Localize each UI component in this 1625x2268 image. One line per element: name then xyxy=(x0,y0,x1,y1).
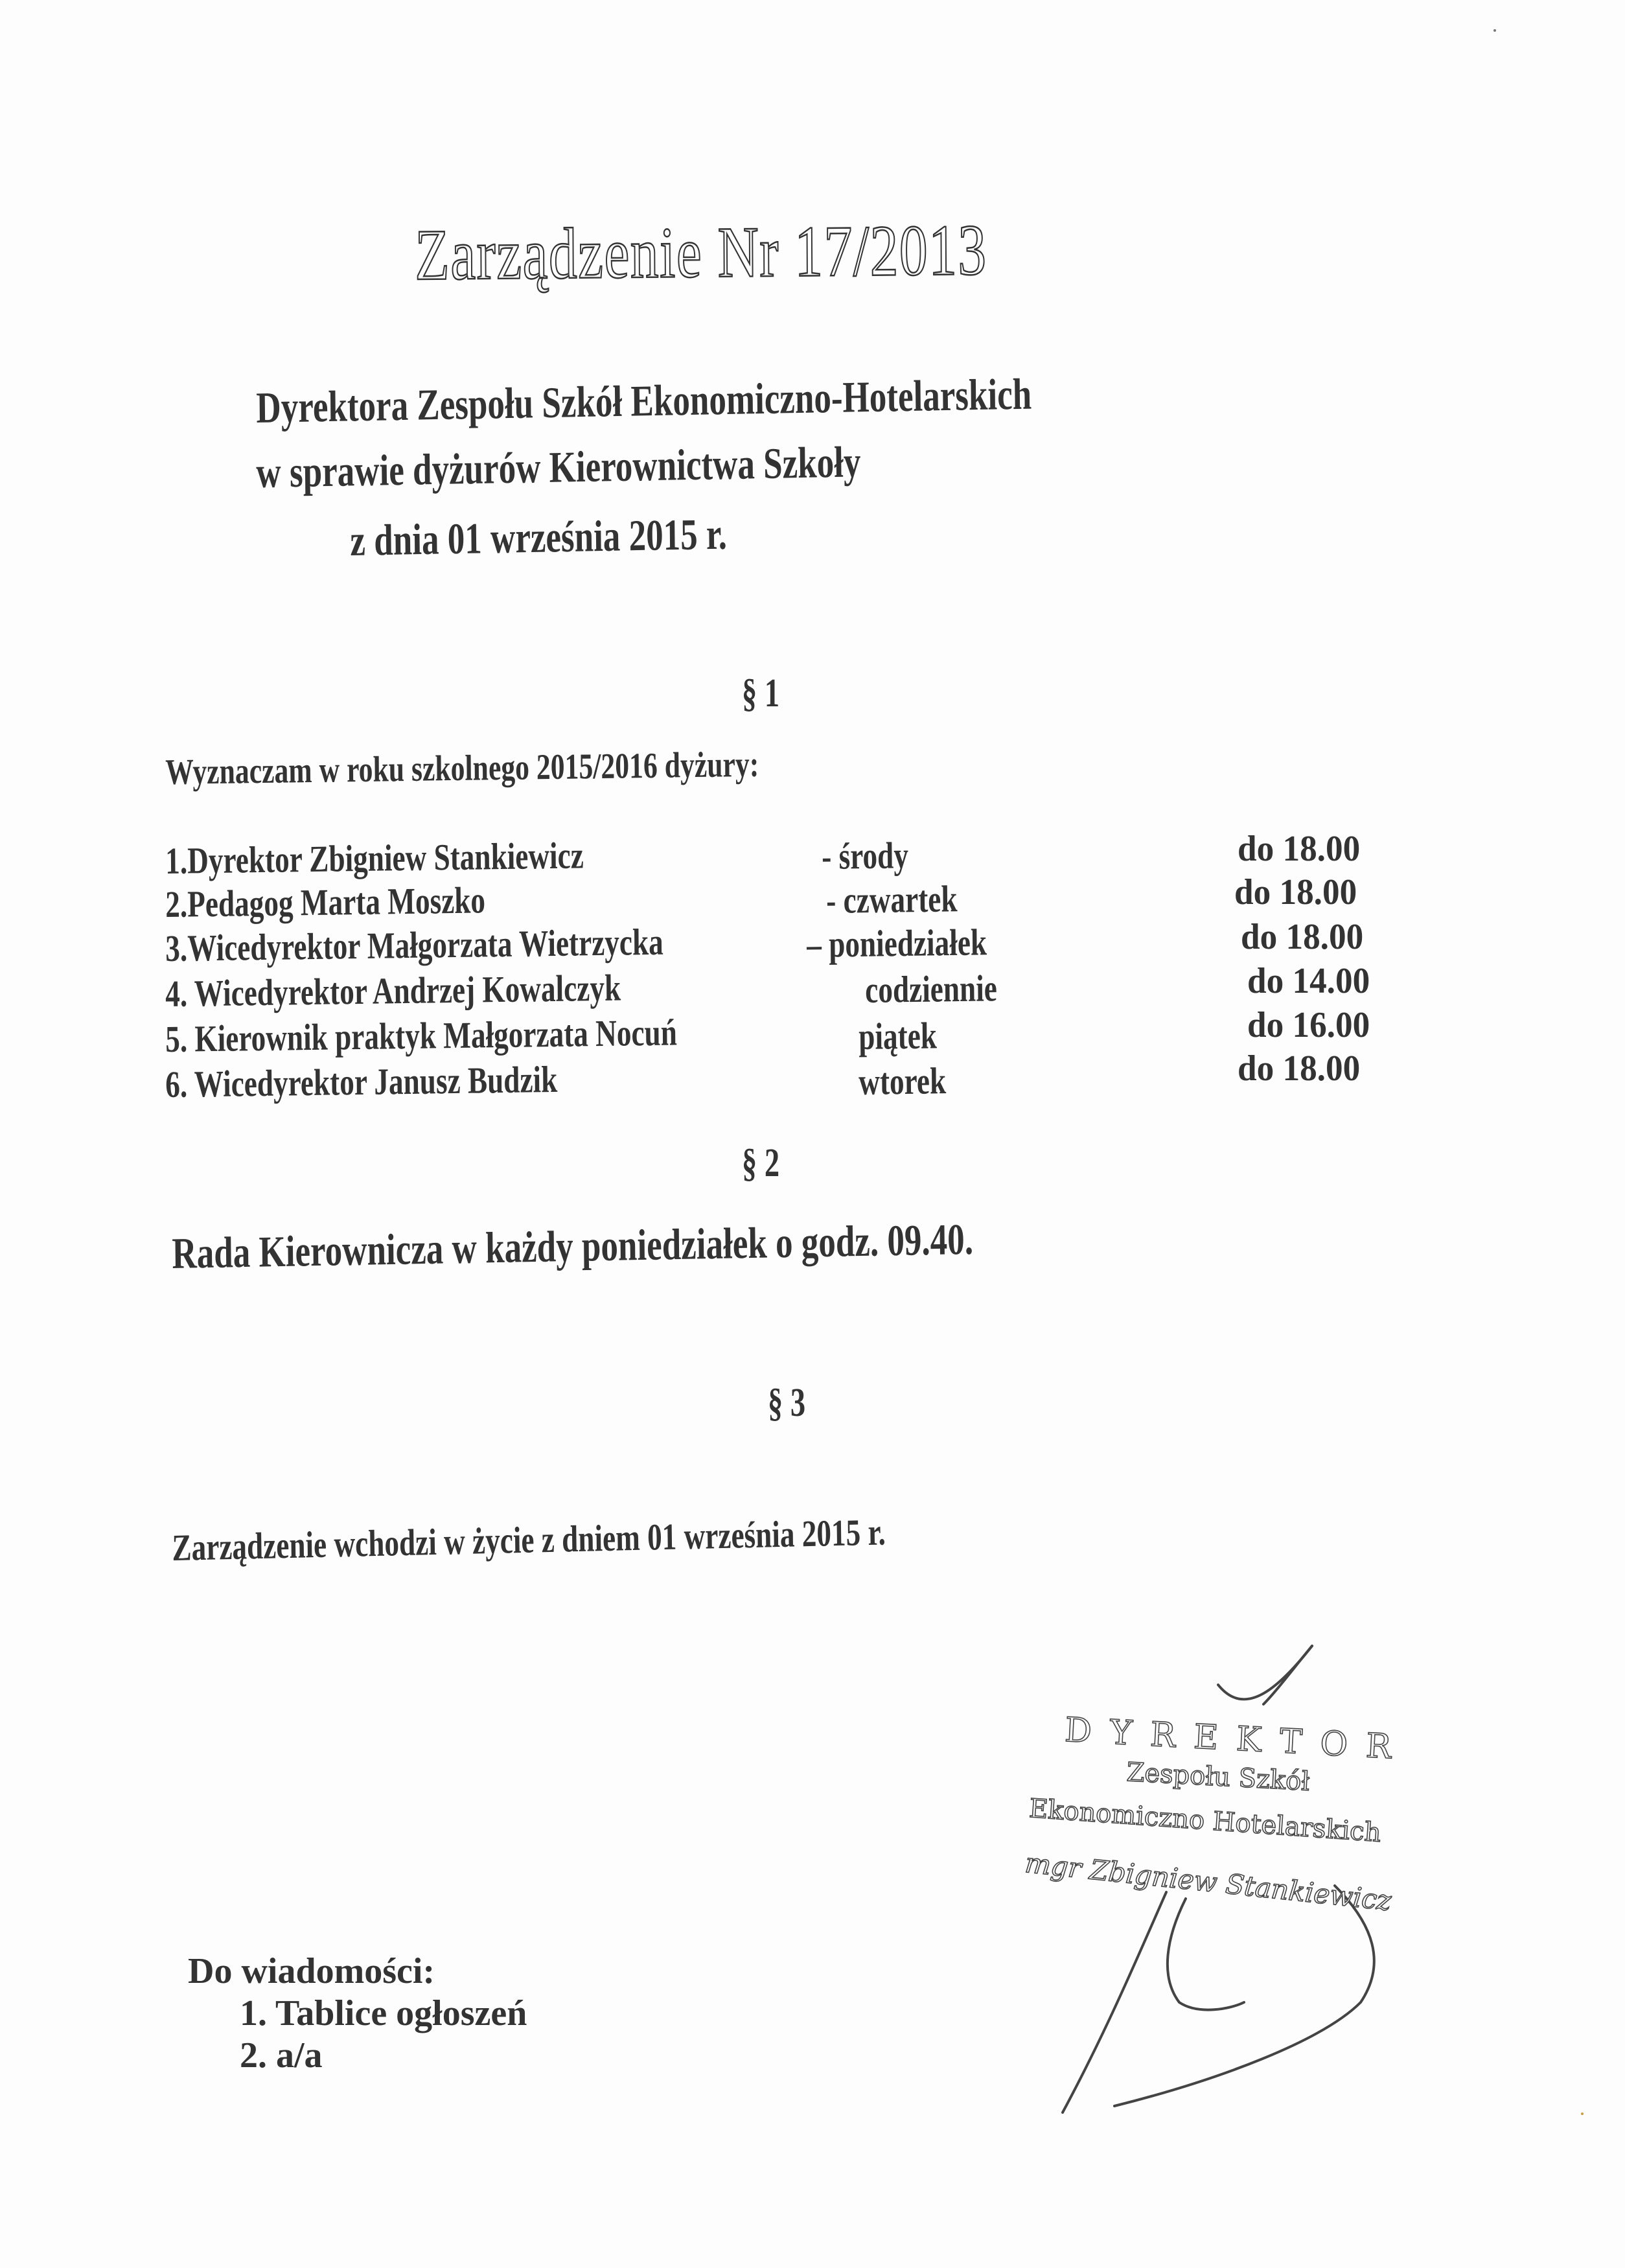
signature-stroke xyxy=(1063,1892,1166,2112)
duty-day: codziennie xyxy=(865,967,998,1011)
section-3-text: Zarządzenie wchodzi w życie z dniem 01 września 2015 r. xyxy=(172,1510,886,1569)
stamp-school-line-1: Zespołu Szkół xyxy=(1125,1757,1311,1797)
scan-speck xyxy=(1493,29,1496,32)
duty-person: 5. Kierownik praktyk Małgorzata Nocuń xyxy=(165,1011,678,1060)
stamp-school-line-2: Ekonomiczno Hotelarskich xyxy=(1028,1794,1383,1848)
section-1-intro: Wyznaczam w roku szkolnego 2015/2016 dyżury: xyxy=(165,744,759,793)
stamp-name: mgr Zbigniew Stankiewicz xyxy=(1023,1847,1393,1917)
duty-person: 1.Dyrektor Zbigniew Stankiewicz xyxy=(165,834,584,882)
section-3-heading: § 3 xyxy=(768,1381,806,1425)
duty-time: do 18.00 xyxy=(1238,829,1361,869)
duty-day: wtorek xyxy=(859,1059,947,1103)
notice-item: 1. Tablice ogłoszeń xyxy=(240,1993,527,2033)
duty-person: 6. Wicedyrektor Janusz Budzik xyxy=(165,1058,558,1105)
duty-time: do 18.00 xyxy=(1234,872,1357,912)
notice-heading: Do wiadomości: xyxy=(188,1951,435,1991)
duty-day: – poniedziałek xyxy=(807,921,987,966)
scan-speck xyxy=(1581,2112,1584,2115)
subject-line: w sprawie dyżurów Kierownictwa Szkoły xyxy=(256,437,861,497)
duty-day: - czwartek xyxy=(826,877,958,921)
duty-day: - środy xyxy=(822,834,909,877)
duty-person: 2.Pedagog Marta Moszko xyxy=(165,879,486,925)
section-2-heading: § 2 xyxy=(742,1141,780,1185)
duty-person: 4. Wicedyrektor Andrzej Kowalczyk xyxy=(165,966,621,1015)
duty-time: do 18.00 xyxy=(1241,917,1364,957)
signature-stroke xyxy=(1263,1646,1312,1704)
signature-stroke xyxy=(1218,1646,1312,1699)
duty-time: do 14.00 xyxy=(1247,961,1370,1001)
stamp-role: DYREKTOR xyxy=(1063,1711,1411,1768)
issuer-line: Dyrektora Zespołu Szkół Ekonomiczno-Hotelarskich xyxy=(256,369,1032,432)
document-title: Zarządzenie Nr 17/2013 xyxy=(415,210,987,295)
duty-time: do 18.00 xyxy=(1238,1048,1361,1089)
section-1-heading: § 1 xyxy=(742,671,780,715)
duty-person: 3.Wicedyrektor Małgorzata Wietrzycka xyxy=(165,920,663,969)
date-line: z dnia 01 września 2015 r. xyxy=(350,509,728,565)
duty-time: do 16.00 xyxy=(1247,1005,1370,1045)
duty-day: piątek xyxy=(859,1014,938,1058)
section-2-text: Rada Kierownicza w każdy poniedziałek o godz. 09.40. xyxy=(172,1214,974,1278)
signature-stroke xyxy=(1114,1886,1374,2106)
signature-stroke xyxy=(1168,1899,1244,2010)
notice-item: 2. a/a xyxy=(240,2035,323,2076)
